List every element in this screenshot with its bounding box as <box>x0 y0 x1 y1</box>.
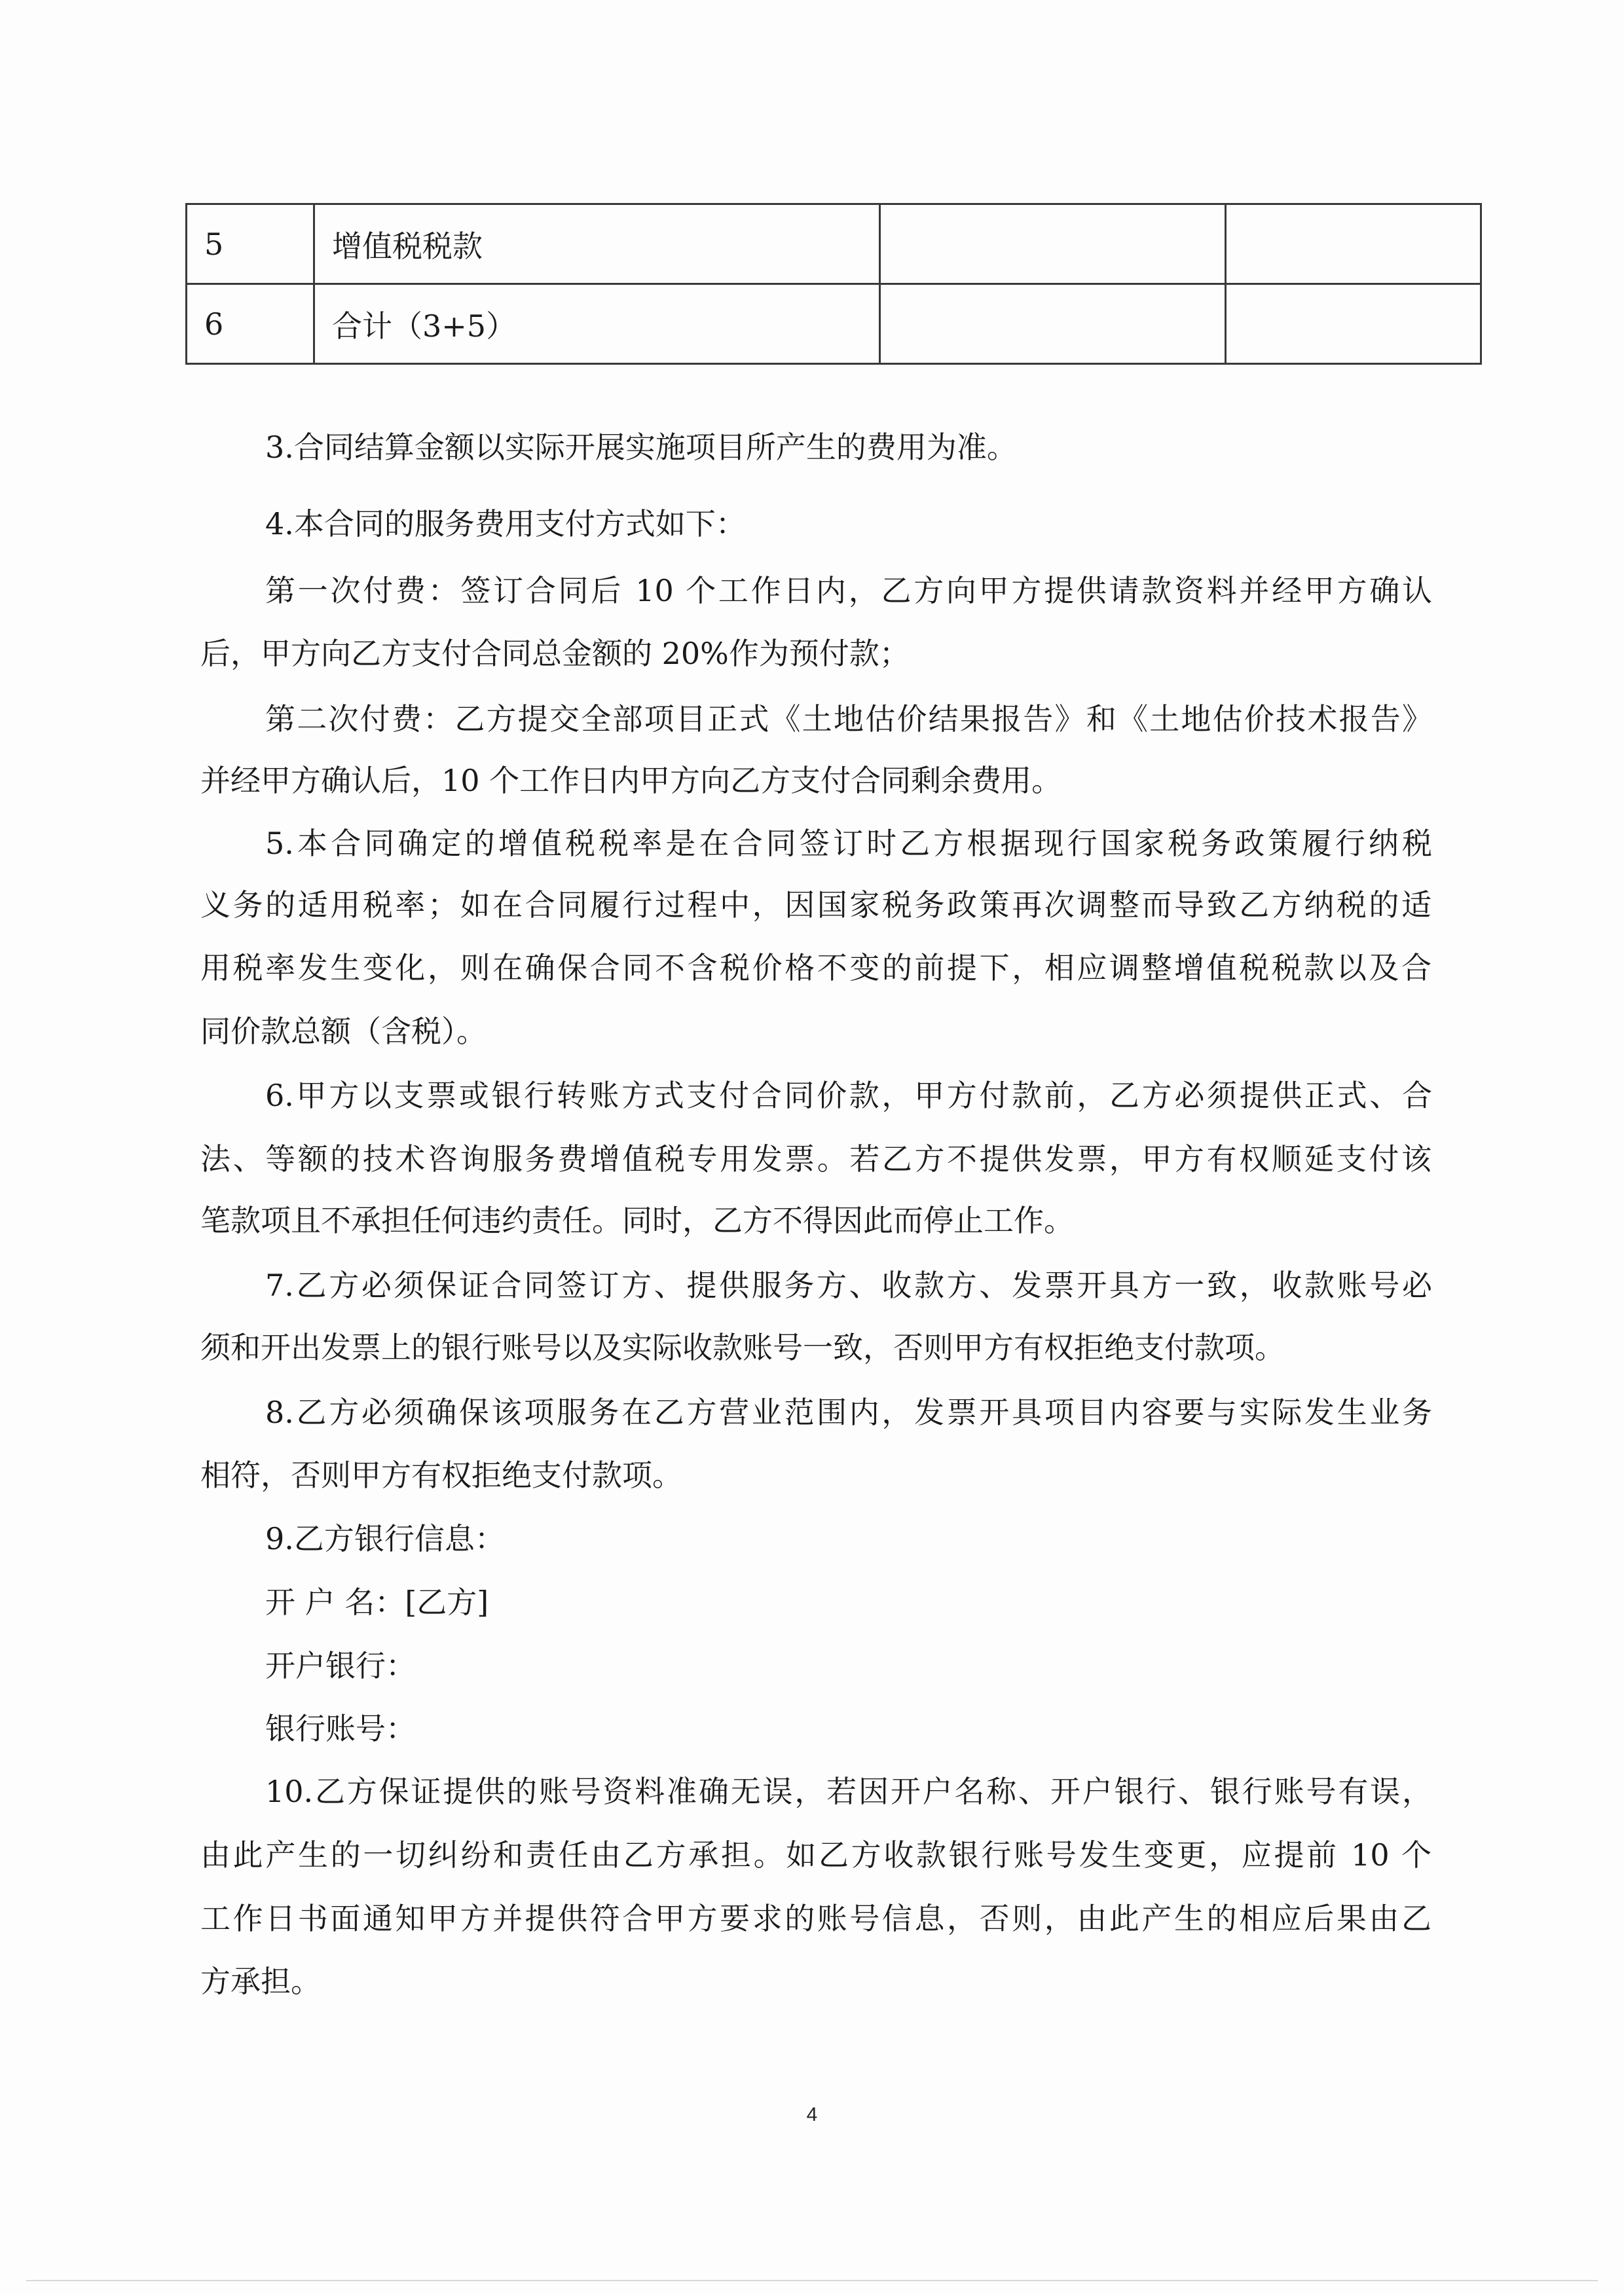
page-number: 4 <box>806 2104 818 2125</box>
row-cell-4 <box>1226 204 1481 284</box>
bank-account-number: 银行账号： <box>265 1711 416 1746</box>
clause-7-line-2: 须和开出发票上的银行账号以及实际收款账号一致，否则甲方有权拒绝支付款项。 <box>200 1330 1285 1365</box>
clause-5-line-4: 同价款总额（含税）。 <box>200 1014 487 1049</box>
clause-6-line-2: 法、等额的技术咨询服务费增值税专用发票。若乙方不提供发票，甲方有权顺延支付该 <box>200 1141 1431 1177</box>
clause-4: 4.本合同的服务费用支付方式如下： <box>265 506 746 542</box>
clause-10-line-2: 由此产生的一切纠纷和责任由乙方承担。如乙方收款银行账号发生变更，应提前 10 个 <box>200 1837 1431 1873</box>
table-row <box>187 284 1481 364</box>
clause-8-line-1: 8.乙方必须确保该项服务在乙方营业范围内，发票开具项目内容要与实际发生业务 <box>265 1395 1432 1430</box>
clause-5-line-3: 用税率发生变化，则在确保合同不含税价格不变的前提下，相应调整增值税税款以及合 <box>200 950 1431 985</box>
row-cell-3 <box>880 204 1226 284</box>
row-item: 合计（3+5） <box>314 284 880 364</box>
payment-first-line-2: 后，甲方向乙方支付合同总金额的 20%作为预付款； <box>200 636 910 671</box>
row-cell-4 <box>1226 284 1481 364</box>
row-item: 增值税税款 <box>314 204 880 284</box>
clause-5-line-2: 义务的适用税率；如在合同履行过程中，因国家税务政策再次调整而导致乙方纳税的适 <box>200 887 1431 923</box>
clause-6-line-1: 6.甲方以支票或银行转账方式支付合同价款，甲方付款前，乙方必须提供正式、合 <box>265 1078 1432 1113</box>
clause-7-line-1: 7.乙方必须保证合同签订方、提供服务方、收款方、发票开具方一致，收款账号必 <box>265 1268 1432 1303</box>
payment-second-line-1: 第二次付费：乙方提交全部项目正式《土地估价结果报告》和《土地估价技术报告》 <box>265 701 1432 737</box>
table-row <box>187 204 1481 284</box>
clause-9: 9.乙方银行信息： <box>265 1521 505 1556</box>
row-number: 6 <box>187 284 314 364</box>
payment-second-line-2: 并经甲方确认后，10 个工作日内甲方向乙方支付合同剩余费用。 <box>200 763 1062 798</box>
clause-5-line-1: 5.本合同确定的增值税税率是在合同签订时乙方根据现行国家税务政策履行纳税 <box>265 826 1432 861</box>
fee-table <box>185 203 1482 365</box>
clause-10-line-1: 10.乙方保证提供的账号资料准确无误，若因开户名称、开户银行、银行账号有误， <box>265 1774 1432 1809</box>
bank-branch: 开户银行： <box>265 1648 416 1683</box>
clause-10-line-4: 方承担。 <box>200 1964 321 1999</box>
clause-10-line-3: 工作日书面通知甲方并提供符合甲方要求的账号信息，否则，由此产生的相应后果由乙 <box>200 1901 1431 1936</box>
clause-8-line-2: 相符，否则甲方有权拒绝支付款项。 <box>200 1458 682 1493</box>
row-number: 5 <box>187 204 314 284</box>
clause-3: 3.合同结算金额以实际开展实施项目所产生的费用为准。 <box>265 430 1017 465</box>
payment-first-line-1: 第一次付费：签订合同后 10 个工作日内，乙方向甲方提供请款资料并经甲方确认 <box>265 573 1432 608</box>
page-bottom-edge <box>26 2280 1598 2281</box>
row-cell-3 <box>880 284 1226 364</box>
clause-6-line-3: 笔款项且不承担任何违约责任。同时，乙方不得因此而停止工作。 <box>200 1203 1074 1238</box>
bank-account-name: 开 户 名：[乙方] <box>265 1585 489 1620</box>
